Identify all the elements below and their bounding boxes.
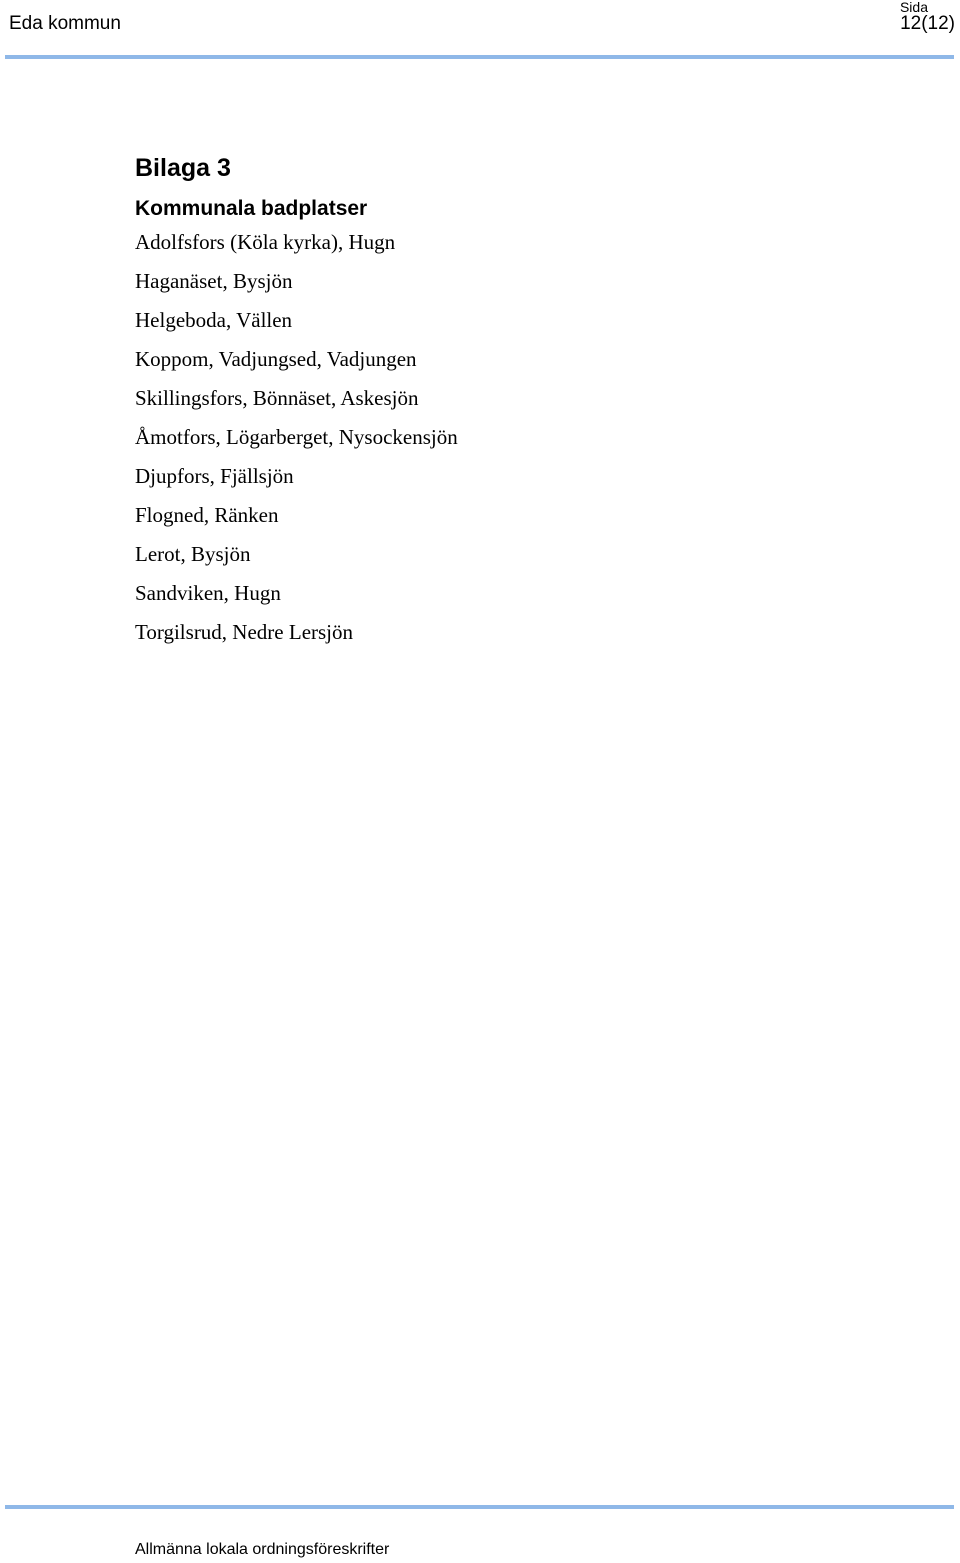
footer-divider bbox=[5, 1505, 954, 1509]
list-item: Haganäset, Bysjön bbox=[135, 269, 293, 293]
list-item: Sandviken, Hugn bbox=[135, 581, 281, 605]
list-item: Flogned, Ränken bbox=[135, 503, 279, 527]
list-item: Åmotfors, Lögarberget, Nysockensjön bbox=[135, 425, 458, 449]
bathing-place-list bbox=[135, 223, 915, 652]
header-organization: Eda kommun bbox=[9, 13, 121, 34]
list-item: Helgeboda, Vällen bbox=[135, 308, 293, 332]
header-divider bbox=[5, 55, 954, 59]
list-item: Lerot, Bysjön bbox=[135, 542, 251, 566]
header-page-label: Sida bbox=[899, 0, 928, 15]
document-subtitle: Kommunala badplatser bbox=[135, 197, 368, 220]
footer-text: Allmänna lokala ordningsföreskrifter bbox=[135, 1541, 390, 1558]
list-item: Djupfors, Fjällsjön bbox=[135, 464, 294, 488]
list-item: Adolfsfors (Köla kyrka), Hugn bbox=[135, 230, 396, 254]
list-item: Skillingsfors, Bönnäset, Askesjön bbox=[135, 386, 419, 410]
document-title: Bilaga 3 bbox=[135, 154, 231, 182]
list-item: Koppom, Vadjungsed, Vadjungen bbox=[135, 347, 417, 371]
header-page-number: 12(12) bbox=[900, 13, 955, 34]
list-item: Torgilsrud, Nedre Lersjön bbox=[135, 620, 354, 644]
document-body bbox=[135, 150, 915, 652]
